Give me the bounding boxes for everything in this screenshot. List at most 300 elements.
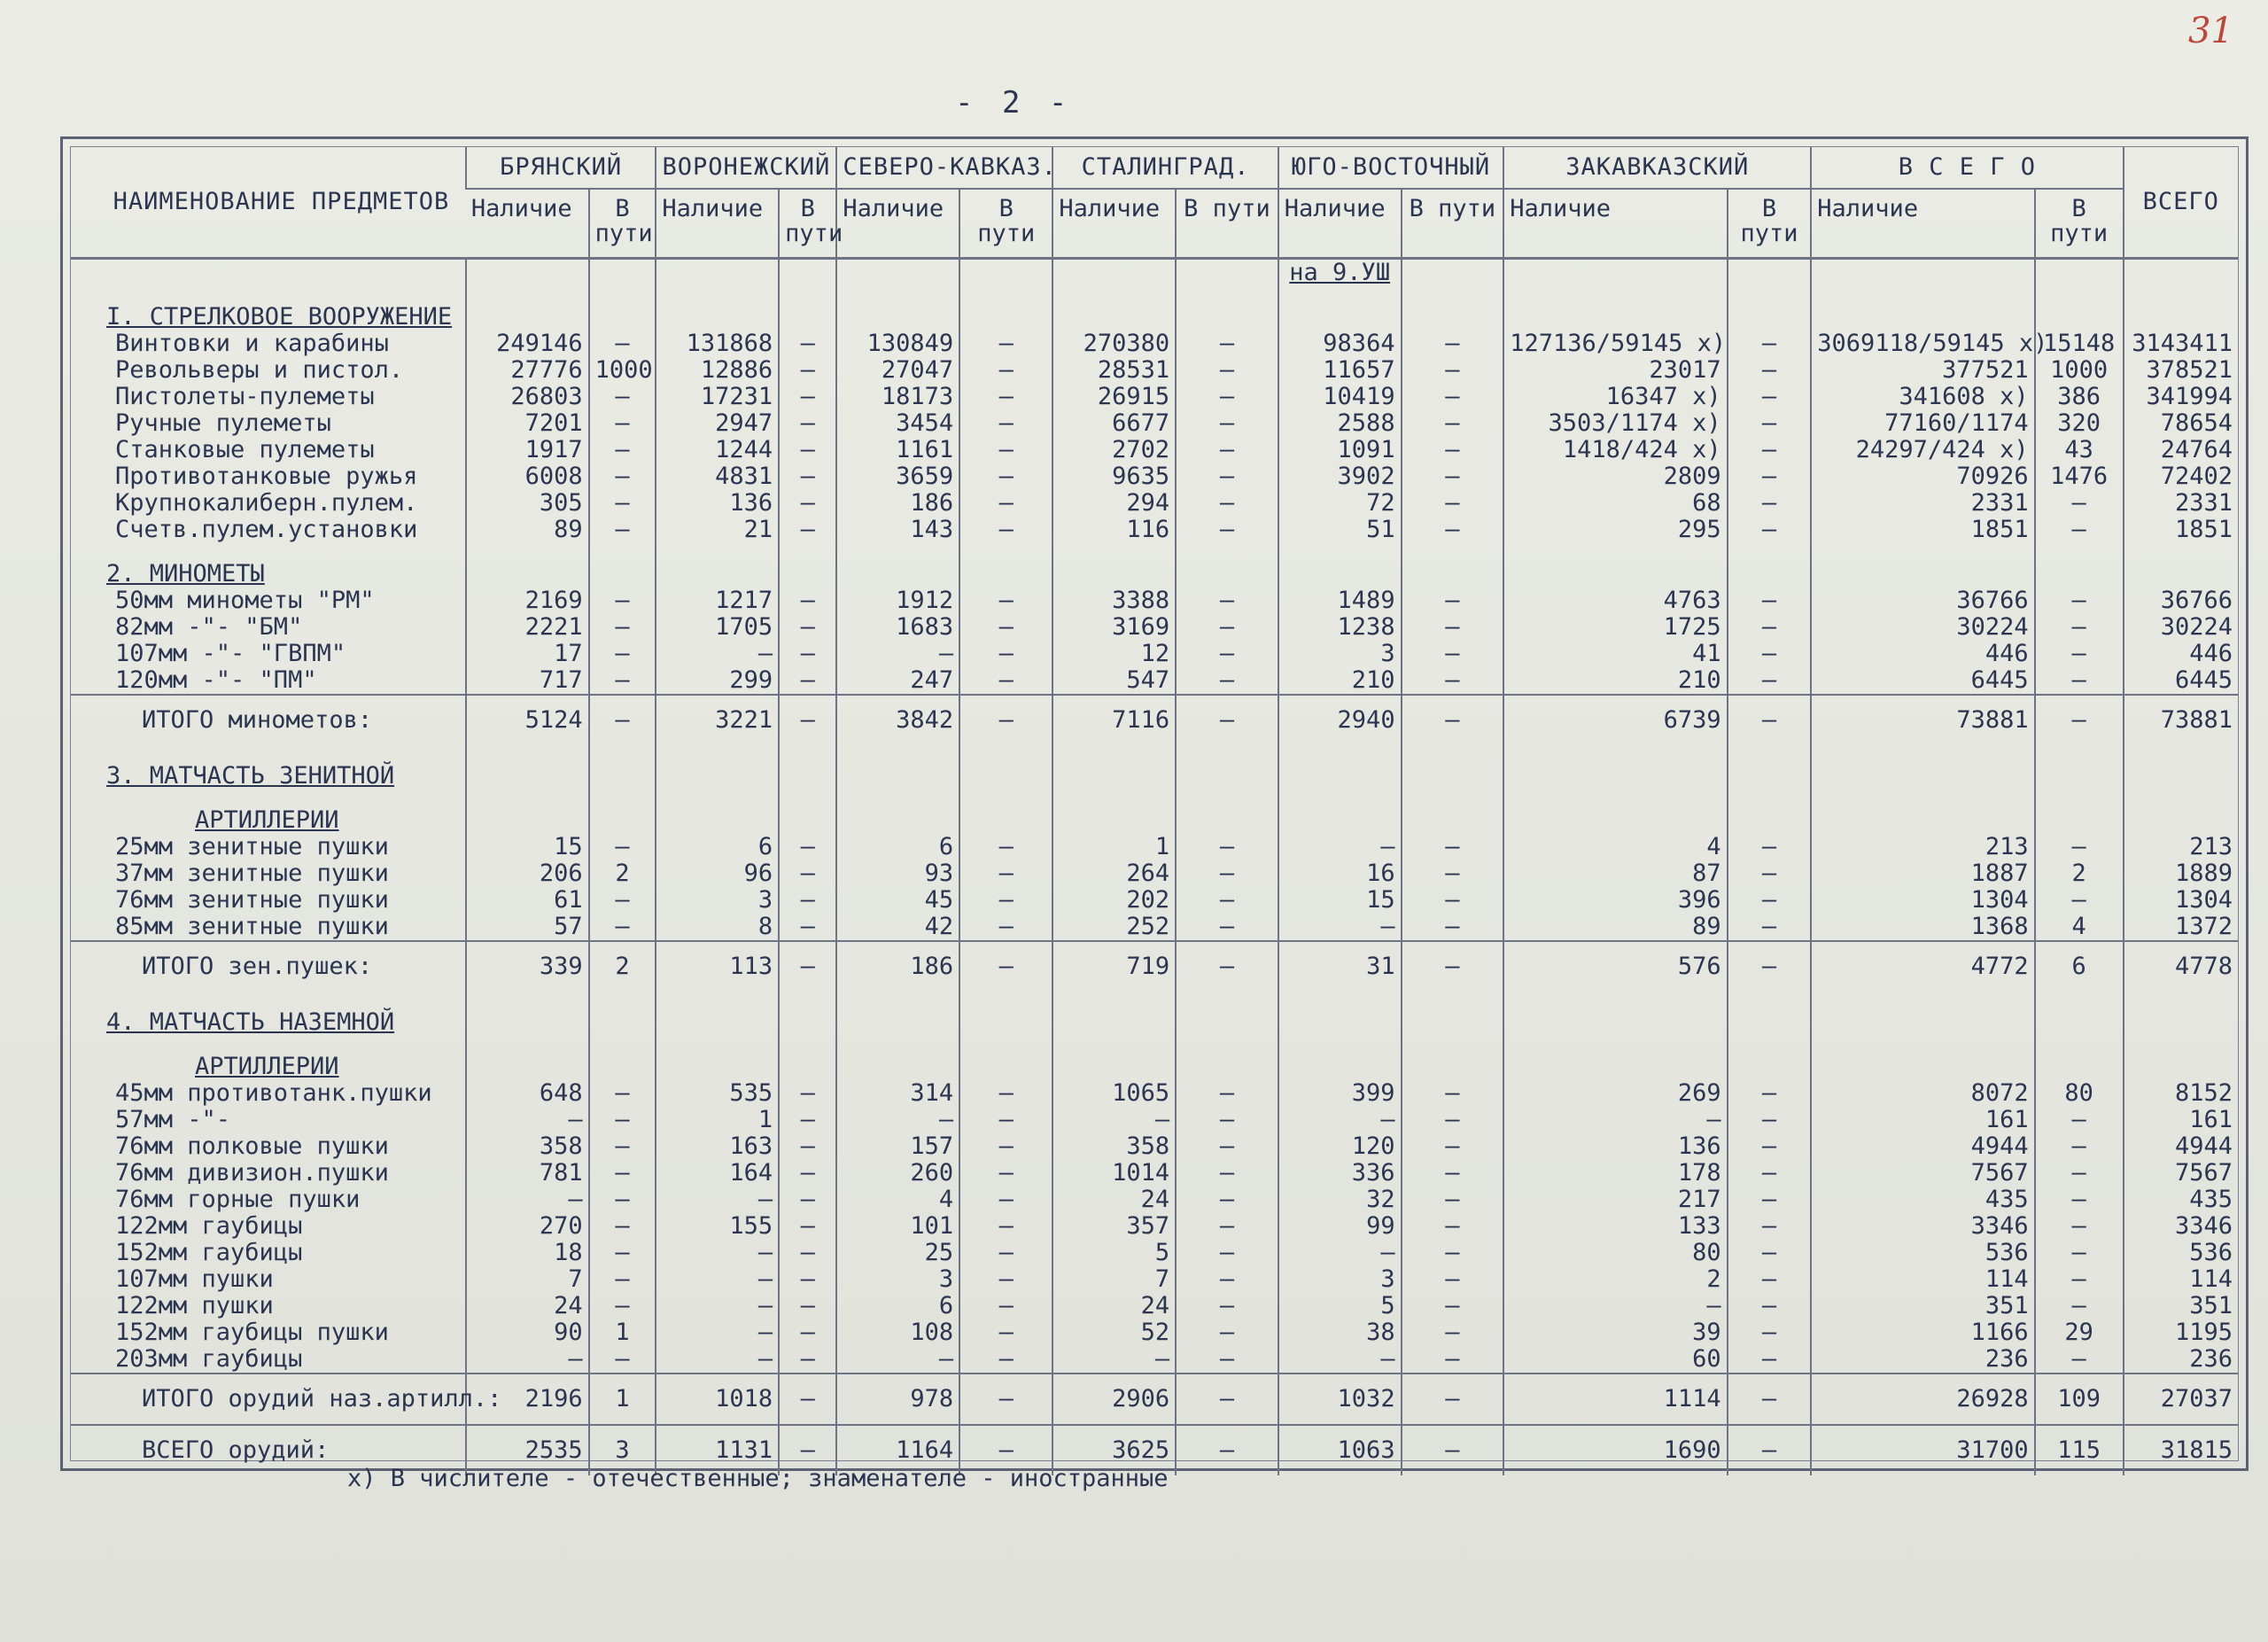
table-cell: 1368	[1811, 914, 2034, 941]
table-cell: 7	[466, 1266, 589, 1293]
table-cell: 7567	[2124, 1160, 2238, 1187]
table-cell: 314	[836, 1080, 959, 1107]
table-cell: –	[589, 887, 656, 914]
table-cell: –	[959, 1319, 1052, 1346]
row-label: Пистолеты-пулеметы	[115, 383, 375, 410]
table-cell: 6	[836, 834, 959, 860]
row-label: ИТОГО орудий наз.артилл.:	[71, 1374, 466, 1425]
section-total-row	[71, 1374, 2238, 1425]
table-cell: 21	[656, 517, 779, 543]
table-cell: 38	[1278, 1319, 1402, 1346]
table-cell: –	[779, 1213, 836, 1240]
table-cell: 3659	[836, 463, 959, 490]
table-cell: 98364	[1278, 331, 1402, 357]
table-cell: –	[1176, 1080, 1278, 1107]
table-cell: –	[1728, 1293, 1812, 1319]
table-cell: 41	[1503, 641, 1727, 667]
table-cell: 3842	[836, 695, 959, 745]
table-cell: 36766	[2124, 588, 2238, 614]
table-row	[71, 914, 2238, 941]
table-cell: 294	[1052, 490, 1176, 517]
table-cell: 270	[466, 1213, 589, 1240]
table-cell: 3902	[1278, 463, 1402, 490]
table-cell: 68	[1503, 490, 1727, 517]
header-front-transcaucasus: ЗАКАВКАЗСКИЙ	[1503, 147, 1811, 189]
subheader-present: Наличие	[470, 195, 572, 222]
table-cell: 3454	[836, 410, 959, 437]
table-cell: –	[589, 1160, 656, 1187]
table-cell: –	[959, 695, 1052, 745]
header-total-group: В С Е Г О	[1811, 147, 2123, 189]
table-cell: –	[1728, 517, 1812, 543]
table-cell: –	[779, 1240, 836, 1266]
table-cell: –	[1176, 1346, 1278, 1374]
table-cell: 108	[836, 1319, 959, 1346]
table-cell: –	[959, 834, 1052, 860]
table-cell: –	[1728, 860, 1812, 887]
table-cell: 7116	[1052, 695, 1176, 745]
table-cell: 2588	[1278, 410, 1402, 437]
table-cell: –	[589, 1133, 656, 1160]
table-cell: 114	[1811, 1266, 2034, 1293]
table-cell: 131868	[656, 331, 779, 357]
table-cell: –	[1176, 588, 1278, 614]
table-cell: 435	[1811, 1187, 2034, 1213]
subheader-transit: В пути	[779, 189, 836, 259]
table-cell: –	[779, 490, 836, 517]
table-cell: 1683	[836, 614, 959, 641]
header-grand-total: ВСЕГО	[2124, 147, 2238, 259]
table-cell: 99	[1278, 1213, 1402, 1240]
table-cell: –	[959, 860, 1052, 887]
table-cell: 6	[656, 834, 779, 860]
table-cell: 9635	[1052, 463, 1176, 490]
table-cell: –	[959, 463, 1052, 490]
table-cell: –	[2035, 667, 2124, 695]
table-cell: 130849	[836, 331, 959, 357]
table-cell: 536	[2124, 1240, 2238, 1266]
table-cell: –	[959, 1425, 1052, 1475]
table-row	[71, 357, 2238, 384]
table-cell: –	[1176, 914, 1278, 941]
table-cell: 358	[1052, 1133, 1176, 1160]
table-cell: 781	[466, 1160, 589, 1187]
table-cell: 396	[1503, 887, 1727, 914]
table-cell: 115	[2035, 1425, 2124, 1475]
table-cell: –	[589, 641, 656, 667]
table-cell: 252	[1052, 914, 1176, 941]
table-cell: 351	[2124, 1293, 2238, 1319]
table-cell: –	[959, 667, 1052, 695]
table-cell: 1705	[656, 614, 779, 641]
table-cell: –	[1402, 667, 1504, 695]
table-row	[71, 588, 2238, 614]
table-cell: –	[589, 437, 656, 463]
table-cell: –	[779, 1187, 836, 1213]
page-number: - 2 -	[955, 85, 1073, 121]
table-cell: 547	[1052, 667, 1176, 695]
table-cell: –	[1728, 588, 1812, 614]
row-label: 37мм зенитные пушки	[115, 860, 389, 887]
table-cell: –	[1402, 1160, 1504, 1187]
table-cell: –	[959, 641, 1052, 667]
table-cell: 717	[466, 667, 589, 695]
table-cell: –	[959, 941, 1052, 992]
table-cell: –	[589, 914, 656, 941]
table-cell: 143	[836, 517, 959, 543]
table-cell: 6	[836, 1293, 959, 1319]
table-cell: –	[779, 357, 836, 384]
row-label: 45мм противотанк.пушки	[115, 1079, 432, 1107]
table-cell: 24	[1052, 1293, 1176, 1319]
row-label: 120мм -"- "ПМ"	[115, 666, 317, 694]
table-cell: –	[959, 1160, 1052, 1187]
table-cell: 87	[1503, 860, 1727, 887]
table-cell: –	[1728, 667, 1812, 695]
subheader-present: Наличие	[1503, 189, 1727, 259]
table-cell: –	[1402, 410, 1504, 437]
table-cell: 5	[1052, 1240, 1176, 1266]
table-cell: 31815	[2124, 1425, 2238, 1475]
table-cell: –	[589, 1213, 656, 1240]
table-cell: 247	[836, 667, 959, 695]
table-cell: –	[1402, 834, 1504, 860]
table-cell: –	[589, 1266, 656, 1293]
table-cell: 72402	[2124, 463, 2238, 490]
table-cell: 60	[1503, 1346, 1727, 1374]
table-cell: 1476	[2035, 463, 2124, 490]
table-cell: –	[656, 1240, 779, 1266]
table-cell: 210	[1503, 667, 1727, 695]
table-cell: –	[1402, 695, 1504, 745]
table-cell: –	[959, 1213, 1052, 1240]
table-cell: 357	[1052, 1213, 1176, 1240]
row-label: 85мм зенитные пушки	[115, 913, 389, 940]
table-cell: 27776	[466, 357, 589, 384]
subheader-present: Наличие	[1278, 189, 1402, 259]
table-cell: 3	[589, 1425, 656, 1475]
table-cell: –	[1278, 914, 1402, 941]
table-cell: 15148	[2035, 331, 2124, 357]
table-cell: 2196	[466, 1374, 589, 1425]
table-cell: –	[1402, 1425, 1504, 1475]
table-cell: –	[779, 641, 836, 667]
table-cell: –	[779, 410, 836, 437]
table-cell: 1195	[2124, 1319, 2238, 1346]
table-cell: –	[1402, 384, 1504, 410]
table-cell: –	[1176, 641, 1278, 667]
table-row	[71, 1080, 2238, 1107]
table-cell: 1063	[1278, 1425, 1402, 1475]
table-cell: —	[959, 1107, 1052, 1133]
table-cell: –	[836, 641, 959, 667]
table-cell: 157	[836, 1133, 959, 1160]
table-cell: –	[1402, 887, 1504, 914]
table-cell: –	[1728, 695, 1812, 745]
table-cell: 3	[656, 887, 779, 914]
table-cell: 535	[656, 1080, 779, 1107]
table-cell: –	[1728, 1080, 1812, 1107]
table-cell: –	[1402, 860, 1504, 887]
table-cell: –	[1402, 1187, 1504, 1213]
table-cell: –	[1278, 1240, 1402, 1266]
table-cell: –	[1176, 834, 1278, 860]
table-cell: –	[1176, 410, 1278, 437]
table-cell: –	[779, 517, 836, 543]
row-label: 76мм полковые пушки	[115, 1132, 389, 1160]
row-label: 122мм пушки	[115, 1292, 274, 1319]
table-cell: –	[779, 614, 836, 641]
table-cell: 236	[1811, 1346, 2034, 1374]
table-cell: –	[1402, 1213, 1504, 1240]
table-cell: –	[1176, 887, 1278, 914]
table-cell: –	[779, 1346, 836, 1374]
row-label: 107мм пушки	[115, 1265, 274, 1293]
subheader-transit: В пути	[589, 189, 656, 259]
table-cell: –	[959, 1346, 1052, 1374]
table-cell: 26915	[1052, 384, 1176, 410]
table-cell: 32	[1278, 1187, 1402, 1213]
table-cell: 320	[2035, 410, 2124, 437]
table-cell: 2947	[656, 410, 779, 437]
table-cell: –	[959, 517, 1052, 543]
table-cell: –	[589, 410, 656, 437]
table-cell: –	[1402, 331, 1504, 357]
header-front-bryansk: БРЯНСКИЙ	[466, 147, 656, 189]
subheader-present: Наличие	[836, 189, 959, 259]
table-row	[71, 1187, 2238, 1213]
table-cell: –	[656, 1266, 779, 1293]
table-cell: 1164	[836, 1425, 959, 1475]
table-row	[71, 834, 2238, 860]
table-cell: 161	[2124, 1107, 2238, 1133]
table-cell: –	[1728, 331, 1812, 357]
table-cell: 2906	[1052, 1374, 1176, 1425]
table-cell: –	[1503, 1293, 1727, 1319]
table-cell: –	[1402, 588, 1504, 614]
table-cell: 164	[656, 1160, 779, 1187]
table-cell: 16347 x)	[1503, 384, 1727, 410]
table-cell: –	[1402, 490, 1504, 517]
table-cell: 1065	[1052, 1080, 1176, 1107]
table-cell: 24297/424 x)	[1811, 437, 2034, 463]
table-cell: 1889	[2124, 860, 2238, 887]
table-cell: –	[1402, 1133, 1504, 1160]
table-cell: –	[1503, 1107, 1727, 1133]
row-label: 152мм гаубицы	[115, 1239, 303, 1266]
table-cell: 1304	[2124, 887, 2238, 914]
table-cell: 7567	[1811, 1160, 2034, 1187]
table-cell: –	[656, 641, 779, 667]
table-cell: 73881	[2124, 695, 2238, 745]
table-cell: –	[2035, 588, 2124, 614]
row-label: 76мм дивизион.пушки	[115, 1159, 389, 1187]
table-cell: –	[1176, 667, 1278, 695]
table-cell: –	[1176, 1160, 1278, 1187]
table-cell: 1304	[1811, 887, 2034, 914]
table-cell: 295	[1503, 517, 1727, 543]
table-cell: –	[959, 1133, 1052, 1160]
table-cell: 1887	[1811, 860, 2034, 887]
table-row	[71, 614, 2238, 641]
table-cell: 163	[656, 1133, 779, 1160]
table-cell: –	[959, 437, 1052, 463]
table-cell: 446	[2124, 641, 2238, 667]
table-cell: 136	[656, 490, 779, 517]
table-cell: 24	[1052, 1187, 1176, 1213]
table-cell: 31700	[1811, 1425, 2034, 1475]
table-cell: 114	[2124, 1266, 2238, 1293]
table-cell: 2331	[2124, 490, 2238, 517]
table-cell: 3346	[2124, 1213, 2238, 1240]
table-cell: 116	[1052, 517, 1176, 543]
table-cell: 1114	[1503, 1374, 1727, 1425]
table-cell: –	[959, 614, 1052, 641]
table-cell: –	[589, 1240, 656, 1266]
table-cell: 89	[466, 517, 589, 543]
table-cell: –	[1728, 357, 1812, 384]
subheader-transit: В пути	[2035, 189, 2124, 259]
table-row	[71, 860, 2238, 887]
table-row	[71, 1293, 2238, 1319]
table-cell: –	[1728, 1425, 1812, 1475]
table-cell: 6445	[2124, 667, 2238, 695]
table-cell: 6008	[466, 463, 589, 490]
table-cell: –	[589, 1080, 656, 1107]
table-cell: –	[1728, 1107, 1812, 1133]
table-cell: –	[1176, 1319, 1278, 1346]
table-cell: 3	[836, 1266, 959, 1293]
table-cell: 16	[1278, 860, 1402, 887]
table-cell: –	[1176, 1187, 1278, 1213]
table-cell: 6	[2035, 941, 2124, 992]
table-cell: –	[1176, 860, 1278, 887]
table-cell: –	[2035, 1346, 2124, 1374]
table-cell: –	[779, 331, 836, 357]
table-cell: –	[1402, 1266, 1504, 1293]
table-cell: –	[1728, 1213, 1812, 1240]
table-cell: –	[1176, 1266, 1278, 1293]
table-cell: –	[1728, 490, 1812, 517]
table-cell: –	[1402, 1293, 1504, 1319]
table-cell: 4	[1503, 834, 1727, 860]
table-cell: 351	[1811, 1293, 2034, 1319]
table-cell: –	[589, 490, 656, 517]
section-total-row	[71, 941, 2238, 992]
table-cell: 6445	[1811, 667, 2034, 695]
table-cell: –	[959, 384, 1052, 410]
table-cell: 89	[1503, 914, 1727, 941]
table-cell: –	[1402, 1319, 1504, 1346]
table-cell: 27037	[2124, 1374, 2238, 1425]
table-cell: –	[959, 1266, 1052, 1293]
table-cell: 4944	[1811, 1133, 2034, 1160]
table-cell: 4944	[2124, 1133, 2238, 1160]
table-cell: 260	[836, 1160, 959, 1187]
row-label: ИТОГО зен.пушек:	[71, 941, 466, 992]
header-front-voronezh: ВОРОНЕЖСКИЙ	[656, 147, 836, 189]
table-row	[71, 1346, 2238, 1374]
table-cell: 6739	[1503, 695, 1727, 745]
table-cell: 3346	[1811, 1213, 2034, 1240]
table-cell: 4763	[1503, 588, 1727, 614]
row-label: Противотанковые ружья	[115, 463, 418, 490]
table-cell: 1851	[2124, 517, 2238, 543]
table-cell: 206	[466, 860, 589, 887]
table-row	[71, 1133, 2238, 1160]
table-cell: –	[1728, 463, 1812, 490]
table-cell: –	[779, 1425, 836, 1475]
table-cell: –	[1728, 410, 1812, 437]
table-cell: 2940	[1278, 695, 1402, 745]
subheader-transit: В пути	[1176, 189, 1278, 259]
table-cell: –	[1402, 517, 1504, 543]
table-cell: 3143411	[2124, 331, 2238, 357]
table-cell: 339	[466, 941, 589, 992]
table-cell: –	[1176, 437, 1278, 463]
table-cell: –	[1402, 641, 1504, 667]
table-cell: 1	[656, 1107, 779, 1133]
table-cell: 101	[836, 1213, 959, 1240]
table-cell: 4	[2035, 914, 2124, 941]
table-cell: 24764	[2124, 437, 2238, 463]
table-cell: –	[1176, 357, 1278, 384]
table-cell: –	[589, 1107, 656, 1133]
table-cell: 1091	[1278, 437, 1402, 463]
table-cell: 12886	[656, 357, 779, 384]
table-cell: –	[1176, 614, 1278, 641]
table-cell: –	[2035, 695, 2124, 745]
table-cell: 136	[1503, 1133, 1727, 1160]
table-cell: –	[1728, 1266, 1812, 1293]
table-row	[71, 384, 2238, 410]
table-row	[71, 1107, 2238, 1133]
subheader-present: Наличие	[1052, 189, 1176, 259]
table-cell: 1418/424 x)	[1503, 437, 1727, 463]
table-cell: –	[1728, 437, 1812, 463]
row-label: Станковые пулеметы	[115, 436, 375, 463]
row-label: 25мм зенитные пушки	[115, 833, 389, 860]
table-cell: 3388	[1052, 588, 1176, 614]
table-cell: –	[959, 331, 1052, 357]
table-cell: –	[779, 588, 836, 614]
table-cell: 2809	[1503, 463, 1727, 490]
table-cell: 378521	[2124, 357, 2238, 384]
table-cell: 1	[1052, 834, 1176, 860]
table-cell: –	[1728, 1240, 1812, 1266]
row-label: ИТОГО минометов:	[71, 695, 466, 745]
table-row	[71, 437, 2238, 463]
header-front-south-east: ЮГО-ВОСТОЧНЫЙ	[1278, 147, 1503, 189]
table-cell: –	[1176, 1374, 1278, 1425]
table-cell: –	[2035, 887, 2124, 914]
row-label: 122мм гаубицы	[115, 1212, 303, 1240]
table-row	[71, 490, 2238, 517]
table-cell: 26928	[1811, 1374, 2034, 1425]
table-cell: 1000	[2035, 357, 2124, 384]
table-cell: 2221	[466, 614, 589, 641]
table-cell: 7	[1052, 1266, 1176, 1293]
table-cell: –	[779, 1266, 836, 1293]
section-title: 2. МИНОМЕТЫ	[106, 560, 265, 588]
table-cell: 435	[2124, 1187, 2238, 1213]
table-cell: 4	[836, 1187, 959, 1213]
table-cell: 269	[1503, 1080, 1727, 1107]
table-cell: –	[2035, 1213, 2124, 1240]
table-cell: 5	[1278, 1293, 1402, 1319]
table-cell: –	[1278, 1346, 1402, 1374]
table-cell: –	[2035, 1160, 2124, 1187]
